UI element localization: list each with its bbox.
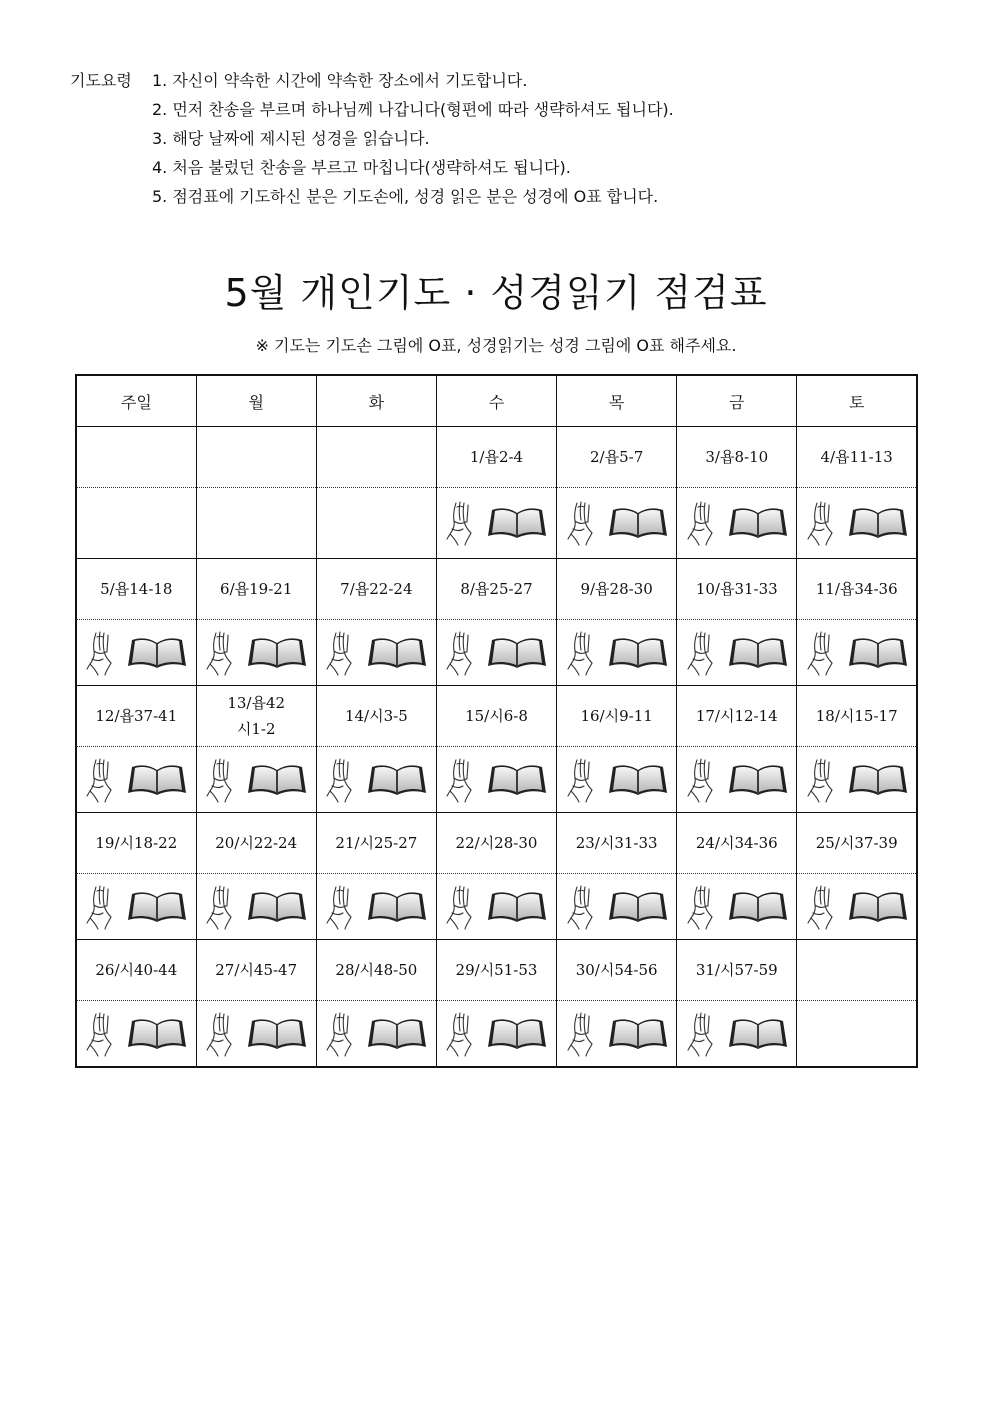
day-reading-label: 17/시12-14 [677,686,797,747]
weekday-header: 화 [316,375,436,427]
day-reading-label: 6/욥19-21 [196,559,316,620]
weekday-header: 토 [797,375,917,427]
day-check-cell [316,488,436,559]
praying-hands-icon[interactable] [685,756,725,804]
day-check-cell[interactable] [677,747,797,813]
day-reading-label: 4/욥11-13 [797,427,917,488]
day-reading-label: 25/시37-39 [797,813,917,874]
page-title: 5월 개인기도 · 성경읽기 점검표 [224,271,768,315]
day-check-cell[interactable] [677,620,797,686]
day-reading-label [797,940,917,1001]
bible-icon[interactable] [246,1015,308,1053]
weekday-header: 목 [557,375,677,427]
day-reading-label [196,427,316,488]
praying-hands-icon[interactable] [685,1010,725,1058]
praying-hands-icon[interactable] [324,883,364,931]
day-check-cell[interactable] [196,747,316,813]
bible-icon[interactable] [246,634,308,672]
day-reading-label: 23/시31-33 [557,813,677,874]
day-check-cell [76,488,196,559]
praying-hands-icon[interactable] [324,629,364,677]
praying-hands-icon[interactable] [204,883,244,931]
bible-icon[interactable] [607,634,669,672]
bible-icon[interactable] [486,504,548,542]
bible-icon[interactable] [246,888,308,926]
praying-hands-icon[interactable] [204,756,244,804]
bible-icon[interactable] [486,634,548,672]
praying-hands-icon[interactable] [565,1010,605,1058]
day-check-cell[interactable] [196,620,316,686]
praying-hands-icon[interactable] [84,1010,124,1058]
bible-icon[interactable] [847,634,909,672]
day-reading-label: 28/시48-50 [316,940,436,1001]
bible-icon[interactable] [126,1015,188,1053]
praying-hands-icon[interactable] [444,883,484,931]
praying-hands-icon[interactable] [565,499,605,547]
day-check-cell[interactable] [316,1001,436,1068]
day-reading-label: 30/시54-56 [557,940,677,1001]
bible-icon[interactable] [126,634,188,672]
day-check-cell[interactable] [557,747,677,813]
day-check-cell[interactable] [436,1001,556,1068]
day-reading-label [76,427,196,488]
day-check-cell[interactable] [76,620,196,686]
bible-icon[interactable] [486,1015,548,1053]
bible-icon[interactable] [607,504,669,542]
day-check-cell[interactable] [436,488,556,559]
day-check-cell[interactable] [797,620,917,686]
prayer-guide [70,66,674,211]
bible-icon[interactable] [366,1015,428,1053]
bible-icon[interactable] [126,888,188,926]
day-reading-label: 27/시45-47 [196,940,316,1001]
day-check-cell[interactable] [557,874,677,940]
bible-icon[interactable] [847,888,909,926]
day-check-cell[interactable] [436,747,556,813]
day-check-cell[interactable] [316,874,436,940]
praying-hands-icon[interactable] [805,499,845,547]
day-check-cell[interactable] [76,874,196,940]
day-check-cell[interactable] [316,747,436,813]
day-reading-label: 2/욥5-7 [557,427,677,488]
bible-icon[interactable] [847,761,909,799]
praying-hands-icon[interactable] [685,883,725,931]
checklist-calendar [75,374,918,1068]
bible-icon[interactable] [126,761,188,799]
praying-hands-icon[interactable] [84,883,124,931]
day-check-cell[interactable] [196,1001,316,1068]
bible-icon[interactable] [486,761,548,799]
weekday-header: 수 [436,375,556,427]
praying-hands-icon[interactable] [204,1010,244,1058]
day-check-cell[interactable] [196,874,316,940]
day-reading-label: 15/시6-8 [436,686,556,747]
day-reading-label: 1/욥2-4 [436,427,556,488]
day-check-cell[interactable] [436,874,556,940]
praying-hands-icon[interactable] [324,756,364,804]
day-reading-label: 24/시34-36 [677,813,797,874]
praying-hands-icon[interactable] [685,629,725,677]
praying-hands-icon[interactable] [805,756,845,804]
guide-item: 4. 처음 불렀던 찬송을 부르고 마칩니다(생략하셔도 됩니다). [152,158,571,177]
day-reading-label: 29/시51-53 [436,940,556,1001]
day-check-cell[interactable] [316,620,436,686]
weekday-header: 월 [196,375,316,427]
bible-icon[interactable] [727,634,789,672]
day-reading-label: 7/욥22-24 [316,559,436,620]
guide-item: 5. 점검표에 기도하신 분은 기도손에, 성경 읽은 분은 성경에 O표 합니다. [152,187,659,206]
day-reading-label: 11/욥34-36 [797,559,917,620]
day-reading-label: 18/시15-17 [797,686,917,747]
day-check-cell[interactable] [797,747,917,813]
day-reading-label: 10/욥31-33 [677,559,797,620]
day-check-cell[interactable] [797,874,917,940]
guide-item: 3. 해당 날짜에 제시된 성경을 읽습니다. [152,129,430,148]
day-reading-label: 5/욥14-18 [76,559,196,620]
day-check-cell[interactable] [677,1001,797,1068]
bible-icon[interactable] [366,888,428,926]
guide-item: 2. 먼저 찬송을 부르며 하나님께 나갑니다(형편에 따라 생략하셔도 됩니다). [152,100,674,119]
day-check-cell[interactable] [76,1001,196,1068]
day-check-cell[interactable] [557,1001,677,1068]
praying-hands-icon[interactable] [444,756,484,804]
day-check-cell[interactable] [677,488,797,559]
weekday-header: 주일 [76,375,196,427]
bible-icon[interactable] [847,504,909,542]
instruction-note: ※ 기도는 기도손 그림에 O표, 성경읽기는 성경 그림에 O표 해주세요. [255,336,737,355]
day-check-cell[interactable] [677,874,797,940]
day-check-cell[interactable] [76,747,196,813]
praying-hands-icon[interactable] [685,499,725,547]
day-reading-label: 21/시25-27 [316,813,436,874]
day-reading-label: 20/시22-24 [196,813,316,874]
day-reading-label: 13/욥42 시1-2 [196,686,316,747]
praying-hands-icon[interactable] [444,1010,484,1058]
praying-hands-icon[interactable] [84,629,124,677]
day-reading-label: 12/욥37-41 [76,686,196,747]
praying-hands-icon[interactable] [204,629,244,677]
bible-icon[interactable] [607,1015,669,1053]
bible-icon[interactable] [366,761,428,799]
guide-item: 1. 자신이 약속한 시간에 약속한 장소에서 기도합니다. [152,71,528,90]
day-reading-label: 22/시28-30 [436,813,556,874]
praying-hands-icon[interactable] [565,756,605,804]
bible-icon[interactable] [727,1015,789,1053]
day-check-cell[interactable] [557,488,677,559]
day-check-cell[interactable] [797,488,917,559]
weekday-header: 금 [677,375,797,427]
praying-hands-icon[interactable] [565,629,605,677]
praying-hands-icon[interactable] [444,629,484,677]
day-reading-label: 9/욥28-30 [557,559,677,620]
day-reading-label: 16/시9-11 [557,686,677,747]
day-reading-label: 14/시3-5 [316,686,436,747]
bible-icon[interactable] [366,634,428,672]
day-reading-label: 19/시18-22 [76,813,196,874]
praying-hands-icon[interactable] [805,883,845,931]
praying-hands-icon[interactable] [565,883,605,931]
day-reading-label [316,427,436,488]
day-reading-label: 26/시40-44 [76,940,196,1001]
praying-hands-icon[interactable] [805,629,845,677]
bible-icon[interactable] [727,761,789,799]
bible-icon[interactable] [727,888,789,926]
bible-icon[interactable] [727,504,789,542]
day-reading-label: 3/욥8-10 [677,427,797,488]
bible-icon[interactable] [607,761,669,799]
guide-label: 기도요령 [70,71,132,90]
bible-icon[interactable] [246,761,308,799]
praying-hands-icon[interactable] [444,499,484,547]
day-check-cell [196,488,316,559]
praying-hands-icon[interactable] [84,756,124,804]
day-check-cell[interactable] [557,620,677,686]
day-reading-label: 31/시57-59 [677,940,797,1001]
day-check-cell[interactable] [436,620,556,686]
day-check-cell [797,1001,917,1068]
praying-hands-icon[interactable] [324,1010,364,1058]
bible-icon[interactable] [486,888,548,926]
bible-icon[interactable] [607,888,669,926]
day-reading-label: 8/욥25-27 [436,559,556,620]
